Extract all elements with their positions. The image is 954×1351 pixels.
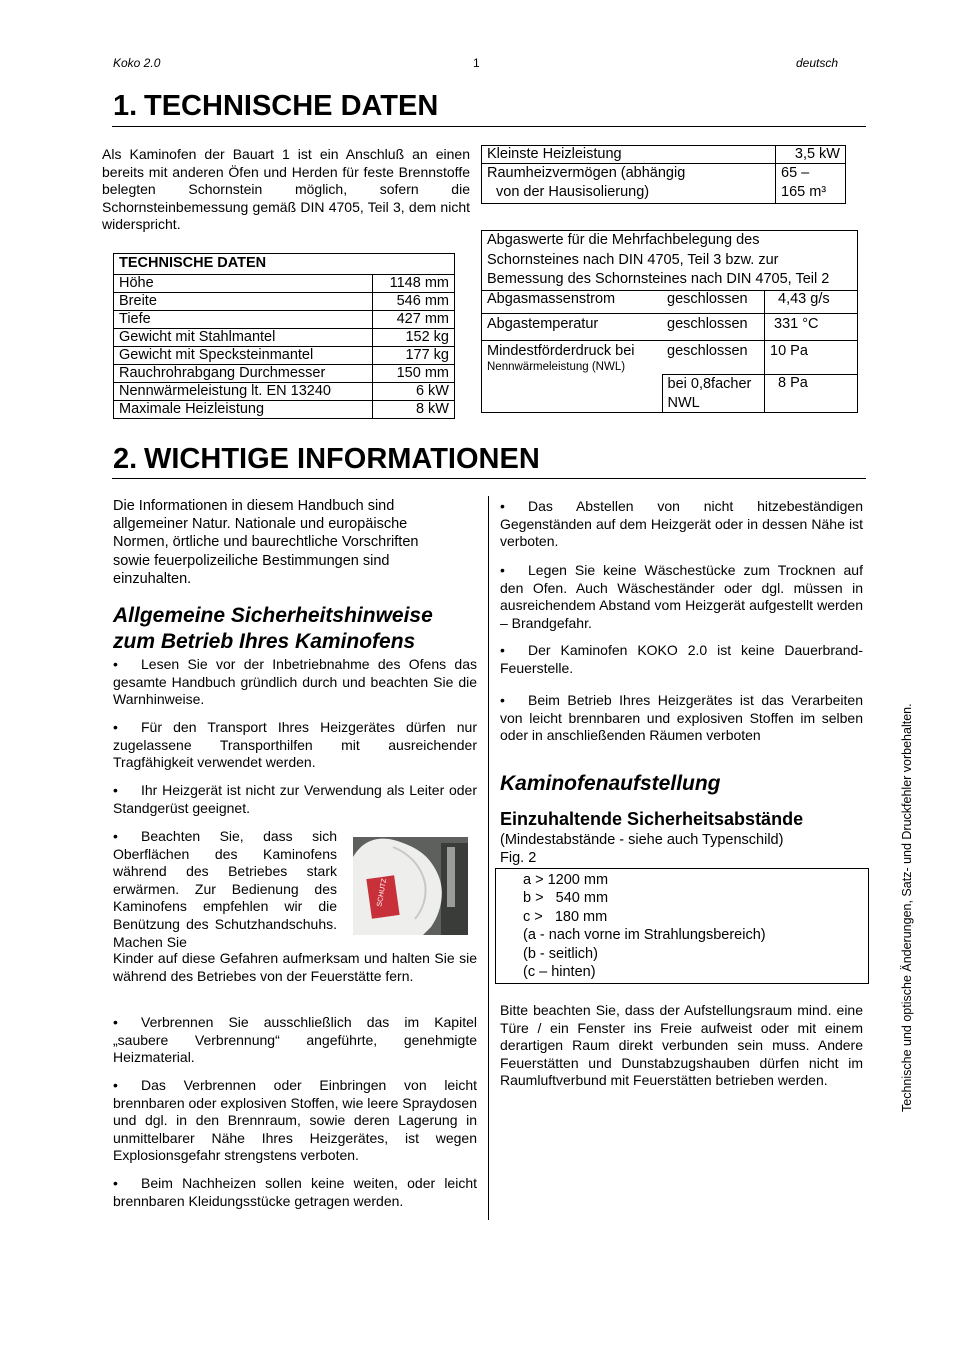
table-row: [482, 340, 858, 375]
table-cell-condition: bei 0,8facher NWL: [662, 375, 765, 413]
section1-title: TECHNISCHE DATEN: [144, 90, 439, 122]
section1-intro: Als Kaminofen der Bauart 1 ist ein Anschluß an einen bereits mit anderen Öfen und Herden für feste Brennstoffe belegten Schornstein möglich, sofern die Schornsteinbemessung gemäß DIN 4705, Teil 3, dem nicht widerspricht.: [102, 146, 470, 233]
table-row: [482, 290, 858, 313]
table-cell-value: 8 kW: [373, 401, 455, 419]
section1-heading: [113, 90, 438, 123]
table-row: [114, 293, 455, 311]
table-row: [114, 275, 455, 293]
clearance-line: c > 180 mm: [523, 908, 608, 925]
bullet-dot: •: [500, 562, 505, 578]
table-cell-value: 152 kg: [373, 329, 455, 347]
bullet-dot: •: [113, 719, 118, 735]
heat-label-line: Raumheizvermögen (abhängig: [487, 165, 686, 181]
bullet-dot: •: [113, 1077, 118, 1093]
list-item-text: Für den Transport Ihres Heizgerätes dürfen nur zugelassene Transporthilfen mit ausreichender Tragfähigkeit verwendet werden.: [113, 719, 477, 771]
list-item: [500, 692, 863, 745]
section2-number: 2.: [113, 443, 138, 475]
list-item: [113, 828, 337, 951]
header-page-number: 1: [473, 56, 480, 70]
list-item: [113, 1014, 477, 1067]
table-cell-label: Maximale Heizleistung: [114, 401, 373, 419]
table-cell-label: Höhe: [114, 275, 373, 293]
list-item-text: Der Kaminofen KOKO 2.0 ist keine Dauerbrand-Feuerstelle.: [500, 642, 863, 676]
list-item: [500, 562, 863, 632]
list-item-text: Beim Betrieb Ihres Heizgerätes ist das Verarbeiten von leicht brennbaren und explosiven Stoffen im selben oder in anschließenden Räumen verboten: [500, 692, 863, 744]
heat-value-line: 65 –: [781, 165, 810, 181]
table-row: [114, 401, 455, 419]
table-cell-label: Tiefe: [114, 311, 373, 329]
list-item-text: Lesen Sie vor der Inbetriebnahme des Ofens das gesamte Handbuch gründlich durch und beachten Sie die Warnhinweise.: [113, 656, 477, 708]
heat-output-table: [481, 145, 846, 204]
bullet-dot: •: [500, 692, 505, 708]
clearance-line: (b - seitlich): [523, 945, 598, 962]
list-item-text: Beachten Sie, dass sich Oberflächen des Kaminofens während des Betriebes stark erwärmen. Zur Bedienung des Kaminofens empfehlen wir die Benützung des Schutzhandschuhs. Machen Sie: [113, 828, 337, 950]
table-cell-condition: geschlossen: [662, 290, 765, 313]
clearance-line: (c – hinten): [523, 964, 596, 981]
setup-heading: Kaminofenaufstellung: [500, 772, 721, 795]
table-cell-label: Gewicht mit Stahlmantel: [114, 329, 373, 347]
figure-label: Fig. 2: [500, 850, 537, 866]
table-cell-label: Rauchrohrabgang Durchmesser: [114, 365, 373, 383]
table-row: [114, 347, 455, 365]
list-item-text: Das Abstellen von nicht hitzebeständigen Gegenständen auf dem Heizgerät oder in dessen Nähe ist verboten.: [500, 498, 863, 550]
table-cell-value: 1148 mm: [373, 275, 455, 293]
list-item: [500, 642, 863, 677]
clearance-line: b > 540 mm: [523, 890, 609, 907]
table-cell-empty: [482, 375, 663, 413]
table-cell-label: [482, 164, 776, 204]
table-cell-label: Abgastemperatur: [482, 313, 663, 340]
table-cell-label: Nennwärmeleistung lt. EN 13240: [114, 383, 373, 401]
section2-intro: Die Informationen in diesem Handbuch sind allgemeiner Natur. Nationale und europäische Normen, örtliche und baurechtliche Vorschriften sowie feuerpolizeiliche Bestimmungen sind einzuhalten.: [113, 498, 419, 587]
glove-icon: [353, 837, 468, 935]
table-row: [114, 329, 455, 347]
distance-heading: Einzuhaltende Sicherheitsabstände: [500, 809, 804, 829]
list-item-text: Ihr Heizgerät ist nicht zur Verwendung als Leiter oder Standgerüst geeignet.: [113, 782, 477, 816]
list-item-text: Das Verbrennen oder Einbringen von leicht brennbaren oder explosiven Stoffen, wie leere Spraydosen und dgl. in den Brennraum, sowie deren Lagerung in unmittelbarer Nähe Ihres Heizgerätes, ist wegen Explosionsgefahr strengstens verboten.: [113, 1077, 477, 1164]
section2-title: WICHTIGE INFORMATIONEN: [144, 443, 540, 475]
heat-label-line: von der Hausisolierung): [496, 184, 650, 200]
table-cell-value: 10 Pa: [765, 340, 858, 375]
bullet-dot: •: [500, 498, 505, 514]
table-cell-label: [482, 340, 663, 375]
table-cell-label: Kleinste Heizleistung: [482, 146, 776, 164]
list-item: [113, 1175, 477, 1210]
list-item-text: Legen Sie keine Wäschestücke zum Trocknen auf den Ofen. Auch Wäscheständer oder dgl. müssen in ausreichendem Abstand vom Heizgerät aufgestellt werden – Brandgefahr.: [500, 562, 863, 631]
disclaimer-side-note: Technische und optische Änderungen, Satz- und Druckfehler vorbehalten.: [900, 703, 914, 1112]
section2-heading: [113, 443, 540, 476]
list-item: [113, 656, 477, 709]
exhaust-values-table: [481, 230, 858, 413]
distance-subheading: (Mindestabstände - siehe auch Typenschild): [500, 832, 784, 848]
heat-value-line: 165 m³: [781, 184, 827, 200]
table-cell-value: 546 mm: [373, 293, 455, 311]
table-row: [114, 383, 455, 401]
safety-heading-line: zum Betrieb Ihres Kaminofens: [113, 630, 416, 653]
table-cell-value: 177 kg: [373, 347, 455, 365]
table-cell-label: Breite: [114, 293, 373, 311]
bullet-dot: •: [113, 1014, 118, 1030]
bullet-dot: •: [113, 828, 118, 844]
bullet-dot: •: [500, 642, 505, 658]
list-item: [500, 498, 863, 551]
table-cell-value: [776, 164, 846, 204]
exhaust-table-header: Abgaswerte für die Mehrfachbelegung des Schornsteines nach DIN 4705, Teil 3 bzw. zur Bemessung des Schornsteines nach DIN 4705, Teil 2: [482, 231, 858, 291]
table-cell-value: 8 Pa: [765, 375, 858, 413]
table-cell-condition: geschlossen: [662, 340, 765, 375]
tech-table-header: TECHNISCHE DATEN: [114, 254, 455, 275]
tech-data-table: [113, 253, 455, 419]
section2-rule: [112, 478, 866, 479]
table-cell-label: Gewicht mit Specksteinmantel: [114, 347, 373, 365]
bullet-dot: •: [113, 1175, 118, 1191]
header-product: Koko 2.0: [113, 56, 161, 70]
table-cell-value: 150 mm: [373, 365, 455, 383]
list-item-text: Beim Nachheizen sollen keine weiten, oder leicht brennbaren Kleidungsstücke getragen werden.: [113, 1175, 477, 1209]
table-row: [482, 313, 858, 340]
table-cell-value: 4,43 g/s: [765, 290, 858, 313]
table-row: [114, 365, 455, 383]
table-cell-label: Abgasmassenstrom: [482, 290, 663, 313]
exhaust-sublabel: Nennwärmeleistung (NWL): [487, 360, 626, 373]
glove-label: SCHUTZ: [376, 878, 389, 908]
list-item-continuation: Kinder auf diese Gefahren aufmerksam und halten Sie sie während des Betriebes von der Feuerstätte fern.: [113, 950, 477, 984]
safety-heading: [113, 603, 433, 655]
list-item: [113, 782, 477, 817]
bullet-dot: •: [113, 782, 118, 798]
bullet-dot: •: [113, 656, 118, 672]
table-row: [482, 375, 858, 413]
clearance-figure-box: [495, 868, 869, 984]
clearance-line: a > 1200 mm: [523, 872, 609, 888]
list-item: [113, 719, 477, 772]
header-language: deutsch: [796, 56, 839, 70]
table-cell-value: 6 kW: [373, 383, 455, 401]
table-row: [114, 311, 455, 329]
table-cell-condition: geschlossen: [662, 313, 765, 340]
table-row: [482, 146, 846, 164]
table-cell-value: 427 mm: [373, 311, 455, 329]
list-item: [113, 1077, 477, 1165]
list-item-text: Verbrennen Sie ausschließlich das im Kapitel „saubere Verbrennung“ angeführte, genehmigte Heizmaterial.: [113, 1014, 477, 1066]
table-cell-value: 331 °C: [765, 313, 858, 340]
column-divider: [488, 496, 489, 1220]
safety-heading-line: Allgemeine Sicherheitshinweise: [113, 604, 433, 627]
section1-rule: [112, 126, 866, 127]
section1-number: 1.: [113, 90, 138, 122]
clearance-line: (a - nach vorne im Strahlungsbereich): [523, 927, 766, 944]
table-cell-value: 3,5 kW: [776, 146, 846, 164]
table-row: [482, 164, 846, 204]
setup-closing-text: Bitte beachten Sie, dass der Aufstellungsraum mind. eine Türe / ein Fenster ins Freie aufweist oder mit einem derartigen Raum direkt verbunden sein muss. Andere Feuerstätten und Dunstabzugshauben dürfen nicht im Raumluftverbund mit Feuerstätten betrieben werden.: [500, 1002, 863, 1089]
exhaust-label-line: Mindestförderdruck bei: [487, 342, 635, 359]
protective-glove-photo: [353, 837, 468, 935]
